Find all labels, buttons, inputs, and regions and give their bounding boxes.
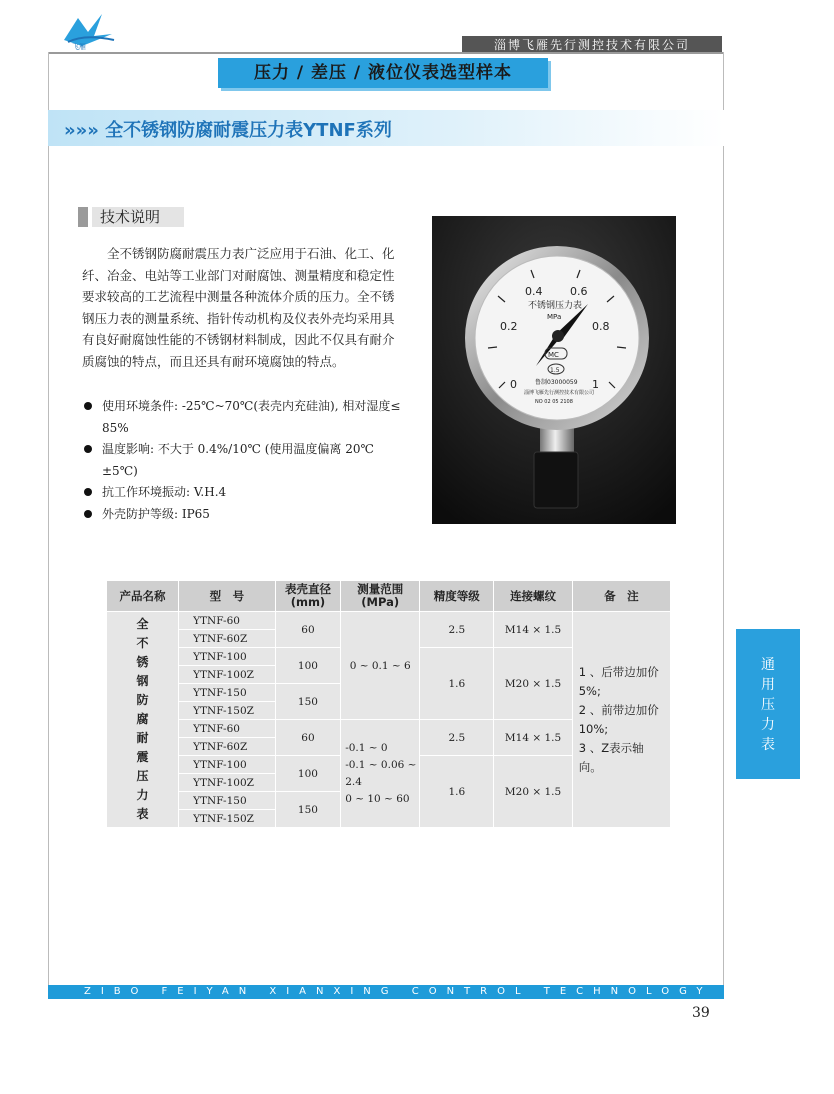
col-header: 产品名称	[107, 581, 179, 612]
gauge-connector	[534, 452, 578, 508]
logo-text: 飞雁	[72, 43, 86, 51]
col-header: 型 号	[179, 581, 276, 612]
side-tab-label: 通用压力表	[761, 657, 775, 753]
thread-cell: M20 × 1.5	[494, 756, 572, 828]
diameter-cell: 100	[275, 756, 341, 792]
product-name: 全不锈钢防腐耐震压力表	[136, 617, 149, 821]
bullet-icon	[84, 402, 92, 410]
feature-item	[82, 482, 402, 504]
notes-cell	[572, 612, 670, 828]
dial-unit: MPa	[547, 313, 562, 321]
accuracy-cell: 1.6	[420, 756, 494, 828]
col-header	[341, 581, 420, 612]
feature-item	[82, 504, 402, 526]
col-header-text: 表壳直径 (mm)	[284, 582, 331, 609]
bullet-icon	[84, 445, 92, 453]
scale-label: 0.4	[525, 285, 543, 298]
company-name-bar: 淄博飞雁先行测控技术有限公司	[462, 36, 722, 54]
cert-number: 鲁制03000059	[535, 379, 578, 386]
tech-heading	[78, 205, 178, 229]
feature-list	[82, 396, 402, 525]
model-cell: YTNF-150Z	[179, 702, 276, 720]
diameter-cell: 60	[275, 612, 341, 648]
page-number: 39	[692, 1005, 710, 1021]
accuracy-cell: 1.6	[420, 648, 494, 720]
description-text: 全不锈钢防腐耐震压力表广泛应用于石油、化工、化纤、冶金、电站等工业部门对耐腐蚀、测量精度和稳定性要求较高的工艺流程中测量各种流体介质的压力。全不锈钢压力表的测量系统、指针传动机构及仪表外壳均采用具有良好耐腐蚀性能的不锈钢材料制成，因此不仅具有耐介质腐蚀的特点，而且还具有耐环境腐蚀的特点。	[82, 246, 395, 369]
thread-cell: M14 × 1.5	[494, 612, 572, 648]
model-cell: YTNF-100Z	[179, 774, 276, 792]
feature-text: 使用环境条件: -25℃~70℃(表壳内充硅油), 相对湿度≤ 85%	[102, 399, 401, 435]
thread-cell: M20 × 1.5	[494, 648, 572, 720]
model-cell: YTNF-150	[179, 684, 276, 702]
product-photo	[432, 216, 676, 524]
range-cell	[341, 720, 420, 828]
accuracy-cell: 2.5	[420, 720, 494, 756]
bullet-icon	[84, 488, 92, 496]
catalog-banner: 压力 / 差压 / 液位仪表选型样本	[218, 58, 548, 88]
heading-marker	[78, 207, 88, 227]
col-header: 精度等级	[420, 581, 494, 612]
scale-label: 0.2	[500, 320, 518, 333]
scale-label: 0.6	[570, 285, 588, 298]
model-cell: YTNF-150	[179, 792, 276, 810]
thread-cell: M14 × 1.5	[494, 720, 572, 756]
accuracy-cell: 2.5	[420, 612, 494, 648]
description	[82, 243, 402, 372]
accuracy-class: 1.5	[550, 367, 560, 374]
notes-text: 1 、后带边加价 5%; 2 、前带边加价 10%; 3 、Z表示轴向。	[578, 664, 659, 774]
model-cell: YTNF-100	[179, 648, 276, 666]
diameter-cell: 150	[275, 684, 341, 720]
diameter-cell: 150	[275, 792, 341, 828]
col-header-text: 测量范围 (MPa)	[357, 582, 404, 609]
feature-text: 温度影响: 不大于 0.4%/10℃ (使用温度偏离 20℃±5℃)	[102, 442, 374, 478]
diameter-cell: 60	[275, 720, 341, 756]
col-header: 连接螺纹	[494, 581, 572, 612]
model-cell: YTNF-60Z	[179, 738, 276, 756]
feature-text: 抗工作环境振动: V.H.4	[102, 485, 227, 499]
feature-item	[82, 439, 402, 482]
range-cell: 0 ~ 0.1 ~ 6	[341, 612, 420, 720]
section-title: »»» 全不锈钢防腐耐震压力表YTNF系列	[64, 120, 392, 141]
spec-table	[106, 580, 671, 828]
model-cell: YTNF-100Z	[179, 666, 276, 684]
dial-title: 不锈钢压力表	[528, 301, 583, 311]
scale-label: 1	[592, 378, 599, 391]
footer-bar: ZIBO FEIYAN XIANXING CONTROL TECHNOLOGY CO.,LTD	[48, 985, 724, 999]
scale-label: 0.8	[592, 320, 610, 333]
diameter-cell: 100	[275, 648, 341, 684]
model-cell: YTNF-60	[179, 612, 276, 630]
bullet-icon	[84, 510, 92, 518]
scale-label: 0	[510, 378, 517, 391]
col-header	[275, 581, 341, 612]
dial-maker: 淄博飞雁先行测控技术有限公司	[524, 390, 595, 396]
model-cell: YTNF-150Z	[179, 810, 276, 828]
serial-number: NO 02 05 2108	[535, 399, 573, 405]
category-side-tab	[736, 629, 800, 779]
col-header: 备 注	[572, 581, 670, 612]
feature-item	[82, 396, 402, 439]
product-name-cell	[107, 612, 179, 828]
table-header-row	[107, 581, 671, 612]
table-row	[107, 612, 671, 630]
model-cell: YTNF-60Z	[179, 630, 276, 648]
range-text: -0.1 ~ 0 -0.1 ~ 0.06 ~ 2.4 0 ~ 10 ~ 60	[345, 741, 417, 805]
model-cell: YTNF-60	[179, 720, 276, 738]
company-logo	[58, 10, 122, 50]
feature-text: 外壳防护等级: IP65	[102, 506, 210, 521]
mc-mark: MC	[548, 351, 559, 359]
model-cell: YTNF-100	[179, 756, 276, 774]
tech-heading-label: 技术说明	[92, 207, 184, 227]
